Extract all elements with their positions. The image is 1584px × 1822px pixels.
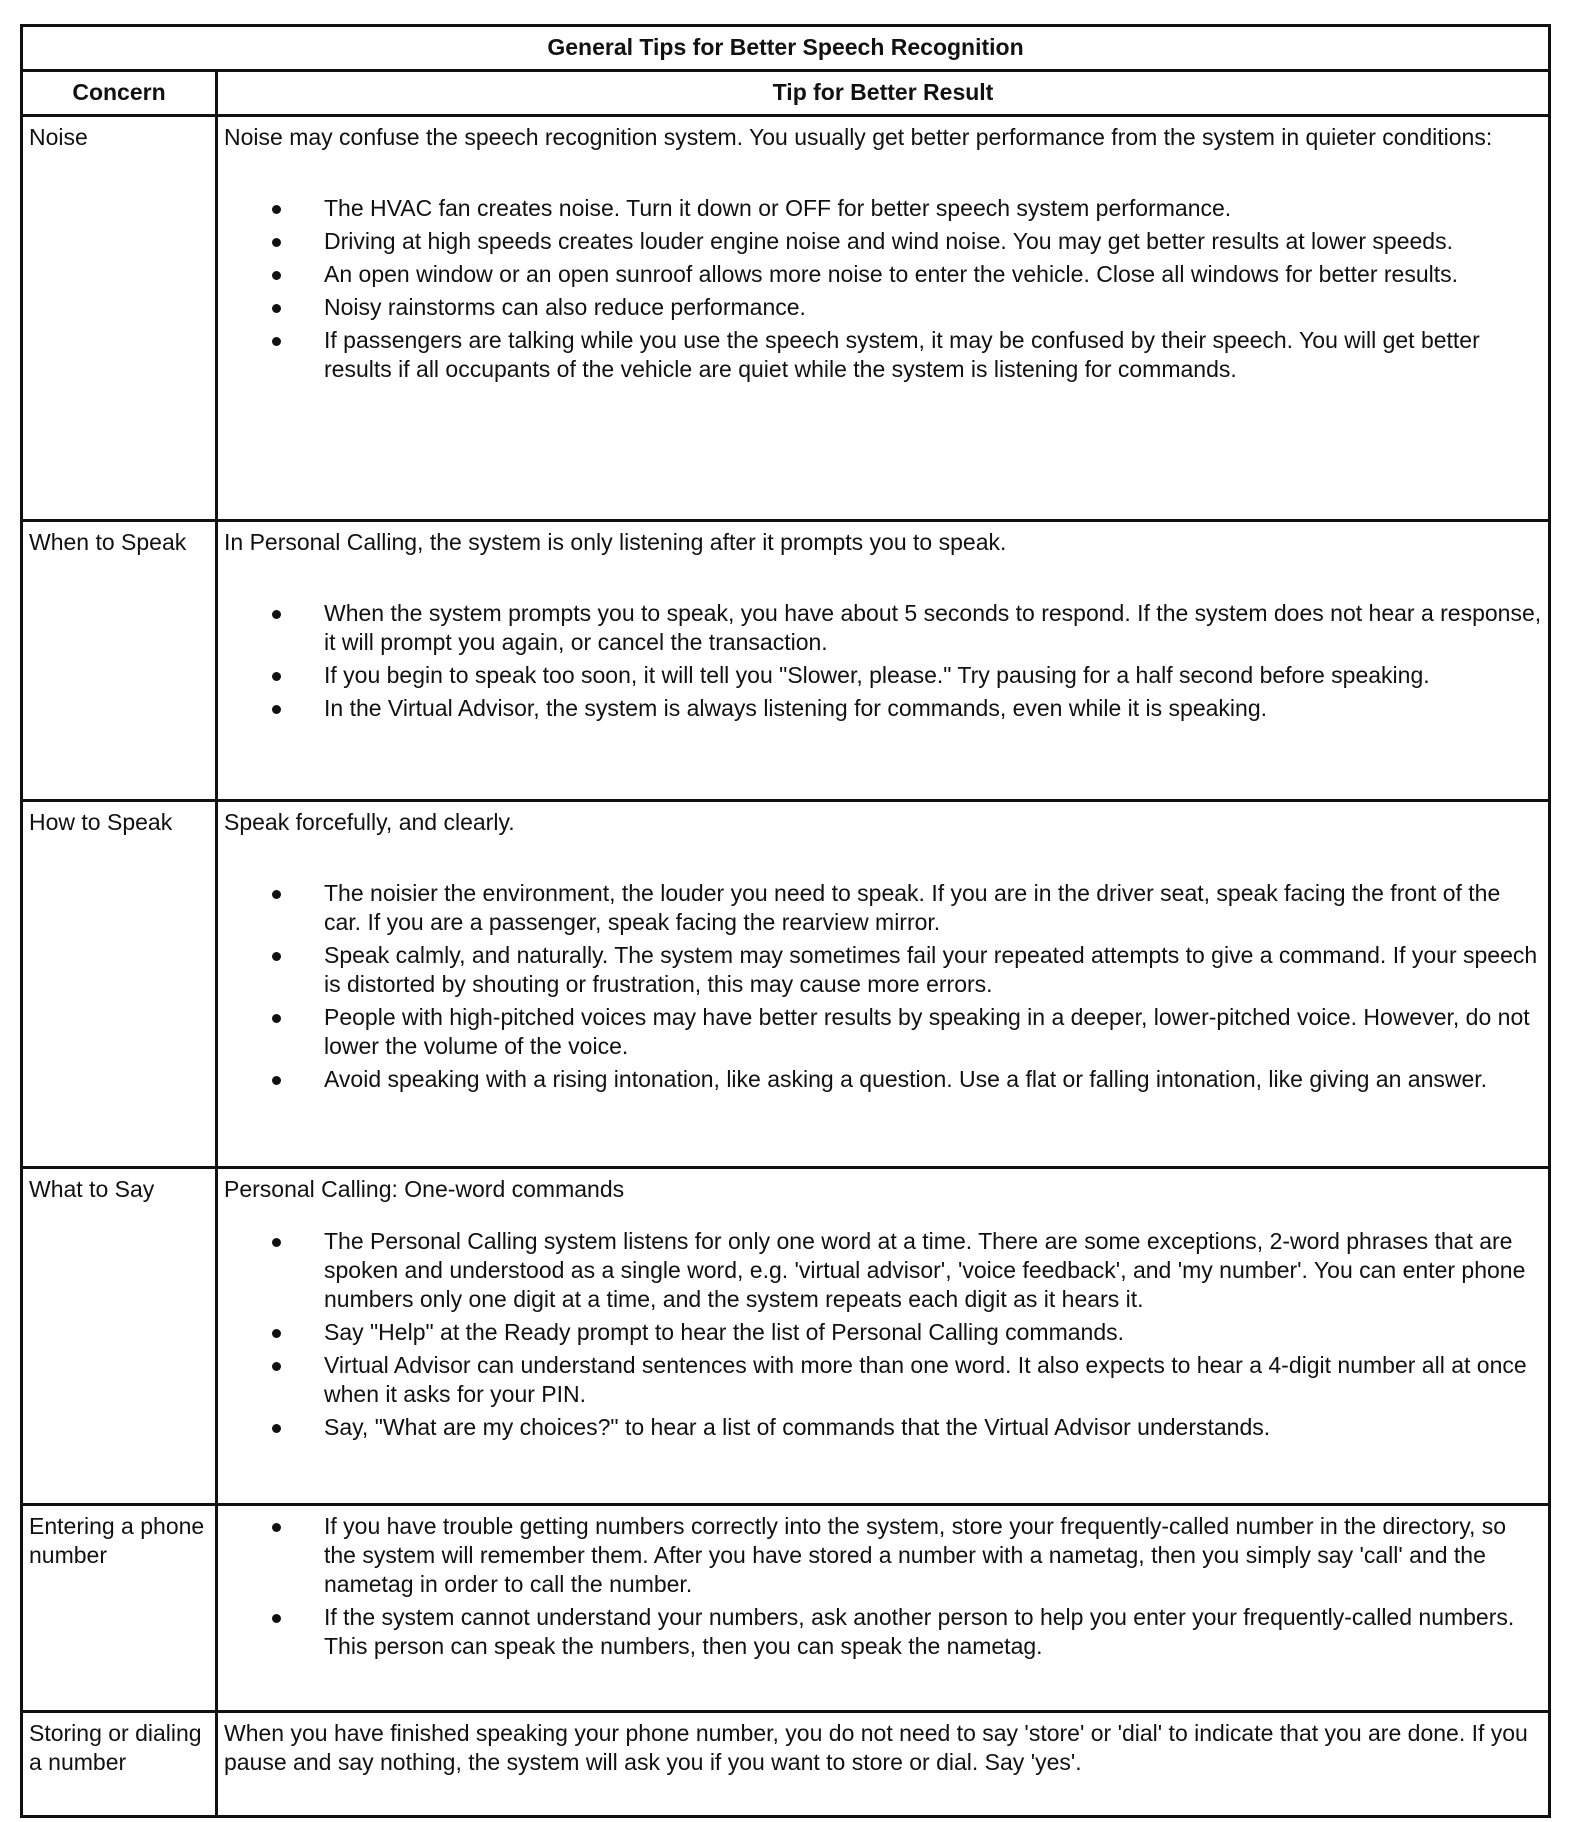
list-item	[324, 1512, 1542, 1599]
bullet-icon	[272, 271, 281, 280]
list-item-text: The HVAC fan creates noise. Turn it down or OFF for better speech system performance.	[324, 195, 1232, 221]
list-item	[324, 879, 1542, 937]
list-item	[324, 1318, 1542, 1347]
tip-list	[224, 1227, 1542, 1442]
list-item-text: If you have trouble getting numbers correctly into the system, store your frequently-called number in the directory, so the system will remember them. After you have stored a number with a nametag, then you simply say 'call' and the nametag in order to call the number.	[324, 1513, 1507, 1597]
list-item-text: Say "Help" at the Ready prompt to hear the list of Personal Calling commands.	[324, 1319, 1125, 1345]
bullet-icon	[272, 890, 281, 899]
list-item-text: The noisier the environment, the louder you need to speak. If you are in the driver seat, speak facing the front of the car. If you are a passenger, speak facing the rearview mirror.	[324, 880, 1501, 935]
tip-list	[224, 1512, 1542, 1661]
list-item-text: The Personal Calling system listens for only one word at a time. There are some exceptions, 2-word phrases that are spoken and understood as a single word, e.g. 'virtual advisor', 'voice feedback', and 'my number'. You can enter phone numbers only one digit at a time, and the system repeats each digit as it hears it.	[324, 1228, 1526, 1312]
bullet-icon	[272, 1523, 281, 1532]
list-item-text: Virtual Advisor can understand sentences with more than one word. It also expects to hear a 4-digit number all at once when it asks for your PIN.	[324, 1352, 1527, 1407]
table-row-entering-phone-number	[22, 1505, 1550, 1712]
list-item	[324, 1413, 1542, 1442]
list-item-text: When the system prompts you to speak, you have about 5 seconds to respond. If the system does not hear a response, it will prompt you again, or cancel the transaction.	[324, 600, 1542, 655]
table-row-storing-or-dialing	[22, 1712, 1550, 1817]
tip-intro: In Personal Calling, the system is only listening after it prompts you to speak.	[224, 529, 1007, 555]
bullet-icon	[272, 1014, 281, 1023]
table-row-how-to-speak	[22, 801, 1550, 1168]
bullet-icon	[272, 952, 281, 961]
concern-cell: Entering a phone number	[22, 1505, 217, 1712]
list-item	[324, 293, 1542, 322]
list-item-text: If passengers are talking while you use the speech system, it may be confused by their speech. You will get better results if all occupants of the vehicle are quiet while the system is listening for commands.	[324, 327, 1480, 382]
list-item	[324, 941, 1542, 999]
table-title: General Tips for Better Speech Recognition	[22, 26, 1550, 71]
list-item	[324, 599, 1542, 657]
list-item	[324, 1065, 1542, 1094]
tip-cell	[217, 801, 1550, 1168]
bullet-icon	[272, 1362, 281, 1371]
bullet-icon	[272, 205, 281, 214]
bullet-icon	[272, 1076, 281, 1085]
list-item	[324, 1227, 1542, 1314]
bullet-icon	[272, 1238, 281, 1247]
concern-cell: How to Speak	[22, 801, 217, 1168]
tip-cell	[217, 116, 1550, 521]
list-item	[324, 194, 1542, 223]
bullet-icon	[272, 1329, 281, 1338]
list-item-text: An open window or an open sunroof allows more noise to enter the vehicle. Close all windows for better results.	[324, 261, 1458, 287]
tip-intro: Speak forcefully, and clearly.	[224, 809, 515, 835]
bullet-icon	[272, 1424, 281, 1433]
bullet-icon	[272, 238, 281, 247]
table-row-what-to-say	[22, 1168, 1550, 1505]
tip-cell	[217, 1168, 1550, 1505]
tip-cell	[217, 1712, 1550, 1817]
speech-tips-table	[20, 24, 1551, 1818]
list-item	[324, 1603, 1542, 1661]
bullet-icon	[272, 672, 281, 681]
list-item-text: Avoid speaking with a rising intonation, like asking a question. Use a flat or falling intonation, like giving an answer.	[324, 1066, 1488, 1092]
concern-cell: What to Say	[22, 1168, 217, 1505]
list-item	[324, 1351, 1542, 1409]
list-item-text: Driving at high speeds creates louder engine noise and wind noise. You may get better results at lower speeds.	[324, 228, 1453, 254]
tip-intro: Personal Calling: One-word commands	[224, 1176, 625, 1202]
list-item	[324, 694, 1542, 723]
tip-intro: Noise may confuse the speech recognition system. You usually get better performance from the system in quieter conditions:	[224, 124, 1493, 150]
list-item	[324, 1003, 1542, 1061]
list-item-text: If the system cannot understand your numbers, ask another person to help you enter your frequently-called numbers. This person can speak the numbers, then you can speak the nametag.	[324, 1604, 1515, 1659]
tip-list	[224, 879, 1542, 1094]
table-row-noise	[22, 116, 1550, 521]
bullet-icon	[272, 304, 281, 313]
tip-list	[224, 194, 1542, 384]
bullet-icon	[272, 337, 281, 346]
bullet-icon	[272, 705, 281, 714]
table-row-when-to-speak	[22, 521, 1550, 801]
list-item	[324, 227, 1542, 256]
list-item-text: If you begin to speak too soon, it will tell you "Slower, please." Try pausing for a half second before speaking.	[324, 662, 1430, 688]
tip-intro: When you have finished speaking your phone number, you do not need to say 'store' or 'dial' to indicate that you are done. If you pause and say nothing, the system will ask you if you want to store or dial. Say 'yes'.	[224, 1720, 1528, 1775]
column-header-concern: Concern	[22, 71, 217, 116]
bullet-icon	[272, 610, 281, 619]
tip-cell	[217, 521, 1550, 801]
list-item	[324, 260, 1542, 289]
tip-cell	[217, 1505, 1550, 1712]
tip-list	[224, 599, 1542, 723]
list-item	[324, 326, 1542, 384]
list-item	[324, 661, 1542, 690]
concern-cell: Noise	[22, 116, 217, 521]
list-item-text: In the Virtual Advisor, the system is always listening for commands, even while it is speaking.	[324, 695, 1268, 721]
list-item-text: People with high-pitched voices may have better results by speaking in a deeper, lower-pitched voice. However, do not lower the volume of the voice.	[324, 1004, 1530, 1059]
concern-cell: Storing or dialing a number	[22, 1712, 217, 1817]
list-item-text: Say, "What are my choices?" to hear a list of commands that the Virtual Advisor understands.	[324, 1414, 1271, 1440]
column-header-tip: Tip for Better Result	[217, 71, 1550, 116]
list-item-text: Noisy rainstorms can also reduce performance.	[324, 294, 806, 320]
list-item-text: Speak calmly, and naturally. The system may sometimes fail your repeated attempts to give a command. If your speech is distorted by shouting or frustration, this may cause more errors.	[324, 942, 1538, 997]
bullet-icon	[272, 1614, 281, 1623]
concern-cell: When to Speak	[22, 521, 217, 801]
